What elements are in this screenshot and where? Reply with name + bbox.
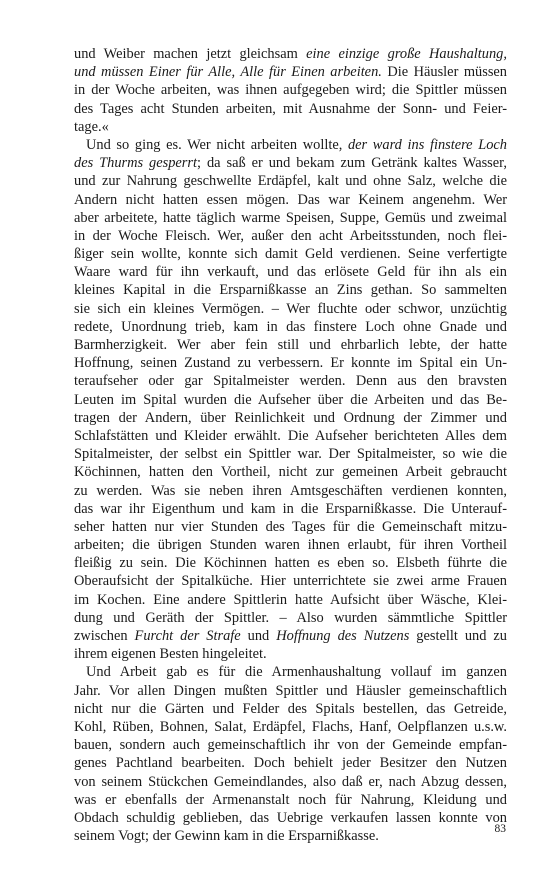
italic-text: eine einzige große Haushaltung, xyxy=(306,46,507,62)
text-line xyxy=(74,609,507,627)
text-run: tragen der Andern, über Reinlichkeit und Ordnung der Zimmer und xyxy=(74,409,507,426)
text-run: Obdach schuldig geblieben, das Uebrige verkaufen lassen konnte von xyxy=(74,809,507,826)
text-run: von seinem Stückchen Gemeindlandes, also daß er, nach Abzug dessen, xyxy=(74,773,507,790)
text-run: Und Arbeit gab es für die Armenhaushaltung vollauf im ganzen xyxy=(86,664,507,681)
text-run: dung und Geräth der Spittler. – Also wurden sämmtliche Spittler xyxy=(74,609,507,626)
text-run: Und so ging es. Wer nicht arbeiten wollte, xyxy=(86,136,348,153)
text-line xyxy=(74,773,507,791)
text-line xyxy=(74,172,507,190)
text-run: Köchinnen, hatten den Vortheil, nicht zur gemeinen Arbeit gebraucht xyxy=(74,464,507,481)
text-run: kleines Kapital in die Ersparnißkasse an Zins gethan. So sammelten xyxy=(74,282,507,299)
text-run: Waare ward für ihn verkauft, und das erlösete Geld für ihn als ein xyxy=(74,264,507,281)
text-line xyxy=(74,409,507,427)
text-line xyxy=(74,81,507,99)
text-run: Hoffnung, seinen Zustand zu verbessern. Er konnte im Spital ein Un- xyxy=(74,355,507,372)
text-run: Kohl, Rüben, Bohnen, Salat, Erdäpfel, Flachs, Hanf, Oelpflanzen u.s.w. xyxy=(74,718,507,735)
text-line xyxy=(74,572,507,590)
text-run: Die Häusler müssen xyxy=(381,64,508,81)
text-line xyxy=(74,518,507,536)
text-line xyxy=(74,300,507,318)
text-line xyxy=(74,791,507,809)
text-run: was er ebenfalls der Armenanstalt noch für Nahrung, Kleidung und xyxy=(74,791,507,808)
text-run: aber arbeitete, hatte täglich warme Speisen, Suppe, Gemüs und zweimal xyxy=(74,209,507,226)
text-line xyxy=(74,427,507,445)
text-line xyxy=(74,118,507,136)
text-line xyxy=(74,281,507,299)
text-run: teraufseher oder gar Spitalmeister werden. Denn aus den bravsten xyxy=(74,373,507,390)
text-line xyxy=(74,209,507,227)
text-run: Spitalmeister, der selbst ein Spittler war. Der Spitalmeister, so wie die xyxy=(74,446,507,463)
text-line xyxy=(74,336,507,354)
text-line xyxy=(74,591,507,609)
text-line xyxy=(74,463,507,481)
text-line xyxy=(74,645,507,663)
text-run: sie sich ein kleines Vermögen. – Wer fluchte oder schwor, unzüchtig xyxy=(74,300,507,317)
text-line xyxy=(74,63,507,81)
text-line xyxy=(74,191,507,209)
text-run: das war ihr Eigenthum und kam in die Ersparnißkasse. Die Unterauf- xyxy=(74,500,507,517)
text-line xyxy=(74,136,507,154)
text-line xyxy=(74,445,507,463)
text-line xyxy=(74,154,507,172)
text-run: redete, Unordnung trieb, kam in das finstere Loch ohne Gnade und xyxy=(74,318,507,335)
text-run: ihrem eigenen Besten hingeleitet. xyxy=(74,646,267,663)
italic-text: und müssen Einer für Alle, Alle für Einen arbeiten. xyxy=(74,64,382,81)
text-run: zu werden. Was sie neben ihren Amtsgeschäften verdienen konnten, xyxy=(74,482,507,499)
text-line xyxy=(74,663,507,681)
text-line xyxy=(74,809,507,827)
text-run: seher hatten nur vier Stunden des Tages für die Gemeinschaft mitzu- xyxy=(74,518,507,535)
text-run: und Weiber machen jetzt gleichsam xyxy=(74,46,307,62)
text-run: Oberaufsicht der Spitalküche. Hier unterrichtete sie zwei arme Frauen xyxy=(74,573,507,590)
text-line xyxy=(74,482,507,500)
text-run: genes Pachtland bearbeiten. Doch behielt jeder Besitzer den Nutzen xyxy=(74,755,507,772)
text-line xyxy=(74,536,507,554)
text-run: tage.« xyxy=(74,118,109,135)
text-line xyxy=(74,554,507,572)
text-line xyxy=(74,627,507,645)
text-line xyxy=(74,45,507,63)
text-run: zwischen xyxy=(74,628,135,644)
text-line xyxy=(74,827,507,845)
body-text xyxy=(74,45,507,845)
text-run: Leuten im Spital wurden die Aufseher über die Arbeiten und das Be- xyxy=(74,391,507,408)
text-line xyxy=(74,700,507,718)
text-run: Barmherzigkeit. Wer aber fein still und ehrbarlich lebte, der hatte xyxy=(74,337,507,353)
text-run: Andern nicht hatten essen mögen. Das war Keinem angenehm. Wer xyxy=(74,191,507,208)
text-run: Schlafstätten und Kleider erwählt. Die Aufseher berichteten Alles dem xyxy=(74,427,507,444)
italic-text: Hoffnung des Nutzens xyxy=(276,628,410,644)
text-line xyxy=(74,682,507,700)
text-run: nicht nur die Gärten und Felder des Spitals bestellen, das Getreide, xyxy=(74,700,507,717)
text-line xyxy=(74,754,507,772)
text-line xyxy=(74,500,507,518)
text-run: fleißig zu sein. Die Köchinnen hatten es eben so. Elsbeth führte die xyxy=(74,555,507,572)
italic-text: Furcht der Strafe xyxy=(134,628,241,644)
text-run: und zur Nahrung geschwellte Erdäpfel, kalt und ohne Salz, welche die xyxy=(74,173,507,190)
text-line xyxy=(74,354,507,372)
text-line xyxy=(74,736,507,754)
text-line xyxy=(74,391,507,409)
text-run: seinem Vogt; der Gewinn kam in die Ersparnißkasse. xyxy=(74,828,379,845)
text-run: Jahr. Vor allen Dingen mußten Spittler und Häusler gemeinschaftlich xyxy=(74,682,507,699)
text-run: bauen, sondern auch gemeinschaftlich ihr von der Gemeinde empfan- xyxy=(74,737,507,754)
text-run: gestellt und zu xyxy=(409,628,507,644)
text-line xyxy=(74,263,507,281)
text-line xyxy=(74,227,507,245)
text-run: ßiger sein wollte, konnte sich damit Geld verdienen. Seine verfertigte xyxy=(74,246,507,263)
text-run: in der Woche arbeiten, was ihnen aufgegeben wird; die Spittler müssen xyxy=(74,82,507,99)
text-line xyxy=(74,100,507,118)
page-number: 83 xyxy=(494,823,506,835)
text-run: ; da saß er und bekam zum Getränk kaltes Wasser, xyxy=(197,155,507,172)
text-run: in der Woche Fleisch. Wer, außer den acht Arbeitsstunden, noch flei- xyxy=(74,227,507,244)
text-line xyxy=(74,245,507,263)
text-run: und xyxy=(240,628,277,644)
text-run: arbeiten; die übrigen Stunden waren ihnen erlaubt, für ihren Vortheil xyxy=(74,537,507,554)
text-line xyxy=(74,718,507,736)
text-line xyxy=(74,318,507,336)
text-line xyxy=(74,372,507,390)
text-run: im Kochen. Eine andere Spittlerin hatte Aufsicht über Wäsche, Klei- xyxy=(74,591,507,608)
italic-text: des Thurms gesperrt xyxy=(74,155,198,172)
text-run: des Tages acht Stunden arbeiten, mit Ausnahme der Sonn- und Feier- xyxy=(74,100,507,117)
italic-text: der ward ins finstere Loch xyxy=(347,136,508,153)
